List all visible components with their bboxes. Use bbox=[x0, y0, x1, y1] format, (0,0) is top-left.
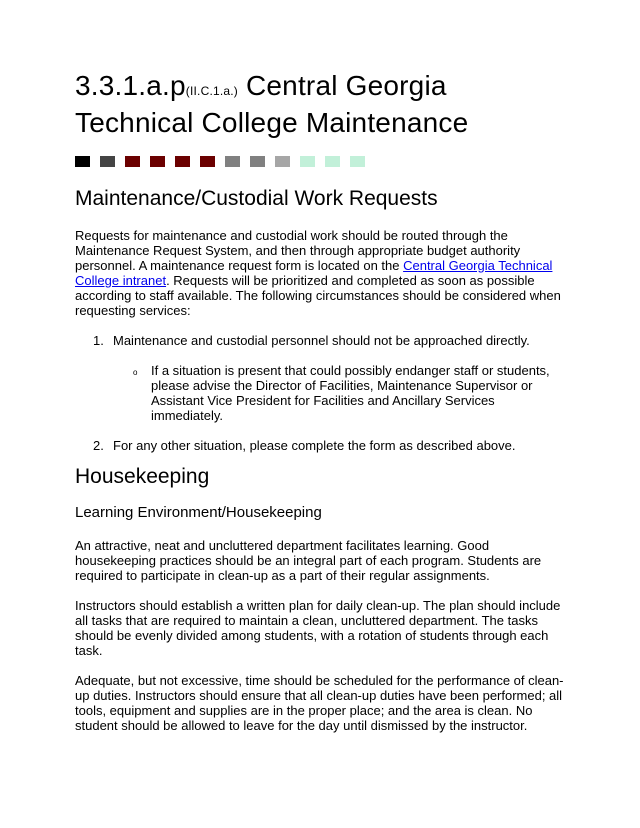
sub-list-item-text: If a situation is present that could possibly endanger staff or students, please advise the Director of Facilities, Maintenance Supervisor or Assistant Vice President for Facilities and Ancillary Services immediately. bbox=[151, 363, 550, 423]
sub-list bbox=[113, 363, 570, 423]
housekeeping-paragraph: Adequate, but not excessive, time should be scheduled for the performance of clean-up duties. Instructors should ensure that all clean-up duties have been performed; all tools, equipment and supplies are in the proper place; and the area is clean. No student should be allowed to leave for the day until dismissed by the instructor. bbox=[75, 673, 564, 733]
list-item bbox=[75, 438, 570, 453]
decorative-square bbox=[150, 156, 165, 167]
list-item-text: Maintenance and custodial personnel should not be approached directly. bbox=[113, 333, 530, 348]
decorative-square bbox=[325, 156, 340, 167]
decorative-square bbox=[225, 156, 240, 167]
housekeeping-paragraph: An attractive, neat and uncluttered department facilitates learning. Good housekeeping practices should be an integral part of each program. Students are required to participate in clean-up as a part of their regular assignments. bbox=[75, 538, 542, 583]
intro-text-before-link: Requests for maintenance and custodial work should be routed through the Maintenance Request System, and then through appropriate budget authority personnel. A maintenance request form is located on the bbox=[75, 228, 521, 273]
subheading-learning-environment: Learning Environment/Housekeeping bbox=[75, 504, 322, 521]
maintenance-intro bbox=[75, 228, 570, 318]
list-number: 2. bbox=[93, 438, 104, 453]
title-prefix: 3.3.1.a.p bbox=[75, 70, 186, 101]
decorative-square bbox=[350, 156, 365, 167]
intranet-link[interactable]: Central Georgia Technical College intranet bbox=[75, 258, 553, 288]
list-item-text: For any other situation, please complete the form as described above. bbox=[113, 438, 516, 453]
decorative-square bbox=[125, 156, 140, 167]
housekeeping-paragraph: Instructors should establish a written plan for daily clean-up. The plan should include all tasks that are required to maintain a clean, uncluttered department. The tasks should be evenly divided among students, with a rotation of students through each task. bbox=[75, 598, 561, 658]
section-heading-maintenance: Maintenance/Custodial Work Requests bbox=[75, 187, 438, 210]
document-page bbox=[75, 70, 570, 733]
decorative-square bbox=[175, 156, 190, 167]
decorative-square bbox=[275, 156, 290, 167]
decorative-square bbox=[200, 156, 215, 167]
list-number: 1. bbox=[93, 333, 104, 348]
sub-list-item bbox=[113, 363, 570, 423]
section-heading-housekeeping: Housekeeping bbox=[75, 465, 210, 488]
title-subscript: (II.C.1.a.) bbox=[185, 84, 238, 98]
list-item bbox=[75, 333, 570, 423]
decorative-square bbox=[250, 156, 265, 167]
circle-bullet-icon: o bbox=[133, 368, 138, 377]
decorative-square bbox=[300, 156, 315, 167]
title-main: Central Georgia Technical College Maintenance bbox=[75, 70, 469, 138]
decorative-squares bbox=[75, 156, 570, 167]
decorative-square bbox=[100, 156, 115, 167]
decorative-square bbox=[75, 156, 90, 167]
page-title bbox=[75, 70, 570, 138]
maintenance-steps-list bbox=[75, 333, 570, 453]
intro-text-after-link: . Requests will be prioritized and completed as soon as possible according to staff available. The following circumstances should be considered when requesting services: bbox=[75, 273, 561, 318]
